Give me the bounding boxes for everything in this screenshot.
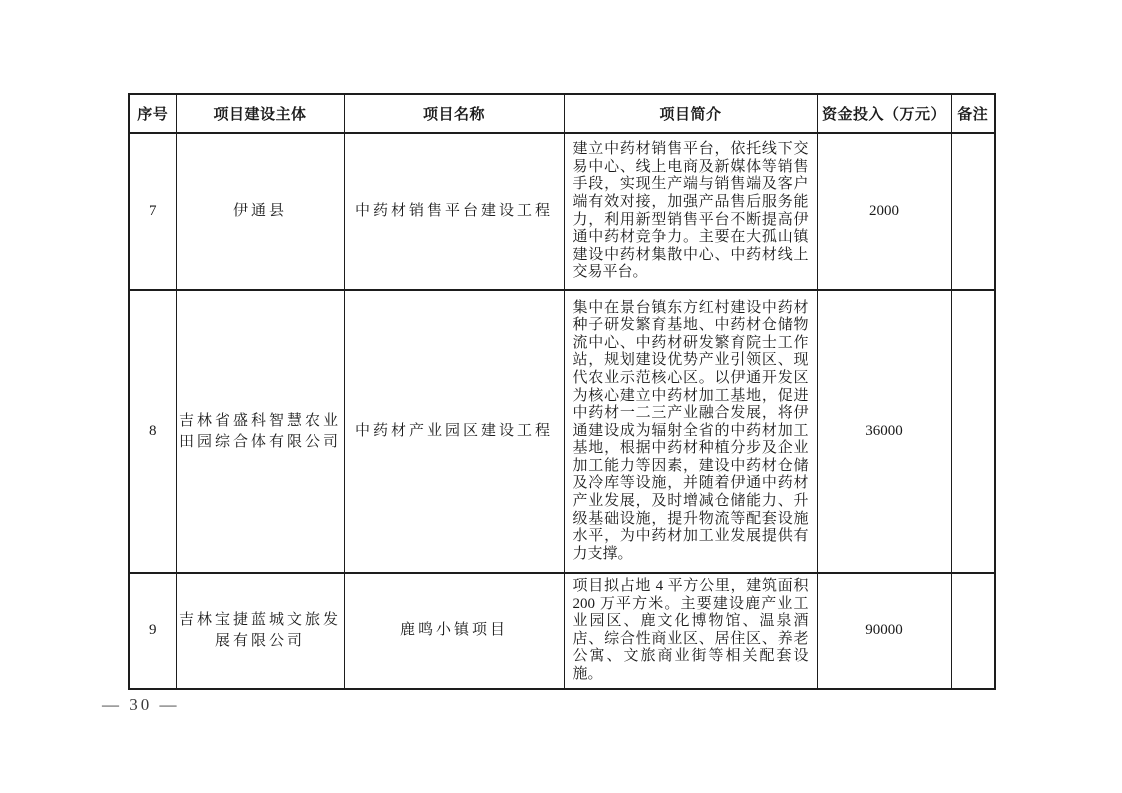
header-entity: 项目建设主体 [176, 94, 344, 133]
cell-remark [951, 573, 995, 689]
table-row [129, 290, 995, 573]
table-header-row [129, 94, 995, 133]
cell-seq: 8 [129, 290, 176, 573]
cell-investment: 2000 [817, 133, 951, 290]
cell-description: 项目拟占地 4 平方公里，建筑面积 200 万平方米。主要建设鹿产业工业园区、鹿文化博物馆、温泉酒店、综合性商业区、居住区、养老公寓、文旅商业街等相关配套设施。 [564, 573, 817, 689]
cell-project-name: 中药材产业园区建设工程 [344, 290, 564, 573]
header-investment: 资金投入（万元） [817, 94, 951, 133]
page-number: — 30 — [102, 695, 180, 714]
cell-entity: 吉林宝捷蓝城文旅发展有限公司 [176, 573, 344, 689]
projects-table [128, 93, 996, 690]
header-project-name: 项目名称 [344, 94, 564, 133]
cell-description: 建立中药材销售平台，依托线下交易中心、线上电商及新媒体等销售手段，实现生产端与销售端及客户端有效对接，加强产品售后服务能力，利用新型销售平台不断提高伊通中药材竞争力。主要在大孤山镇建设中药材集散中心、中药材线上交易平台。 [564, 133, 817, 290]
cell-seq: 9 [129, 573, 176, 689]
cell-investment: 36000 [817, 290, 951, 573]
cell-investment: 90000 [817, 573, 951, 689]
header-description: 项目简介 [564, 94, 817, 133]
cell-seq: 7 [129, 133, 176, 290]
cell-project-name: 中药材销售平台建设工程 [344, 133, 564, 290]
cell-project-name: 鹿鸣小镇项目 [344, 573, 564, 689]
header-remark: 备注 [951, 94, 995, 133]
cell-remark [951, 133, 995, 290]
table-row [129, 133, 995, 290]
table-row [129, 573, 995, 689]
cell-entity: 伊通县 [176, 133, 344, 290]
cell-description: 集中在景台镇东方红村建设中药材种子研发繁育基地、中药材仓储物流中心、中药材研发繁育院士工作站，规划建设优势产业引领区、现代农业示范核心区。以伊通开发区为核心建立中药材加工基地，促进中药材一二三产业融合发展，将伊通建设成为辐射全省的中药材加工基地，根据中药材种植分步及企业加工能力等因素，建设中药材仓储及冷库等设施，并随着伊通中药材产业发展，及时增减仓储能力、升级基础设施，提升物流等配套设施水平，为中药材加工业发展提供有力支撑。 [564, 290, 817, 573]
cell-entity: 吉林省盛科智慧农业田园综合体有限公司 [176, 290, 344, 573]
header-seq: 序号 [129, 94, 176, 133]
cell-remark [951, 290, 995, 573]
